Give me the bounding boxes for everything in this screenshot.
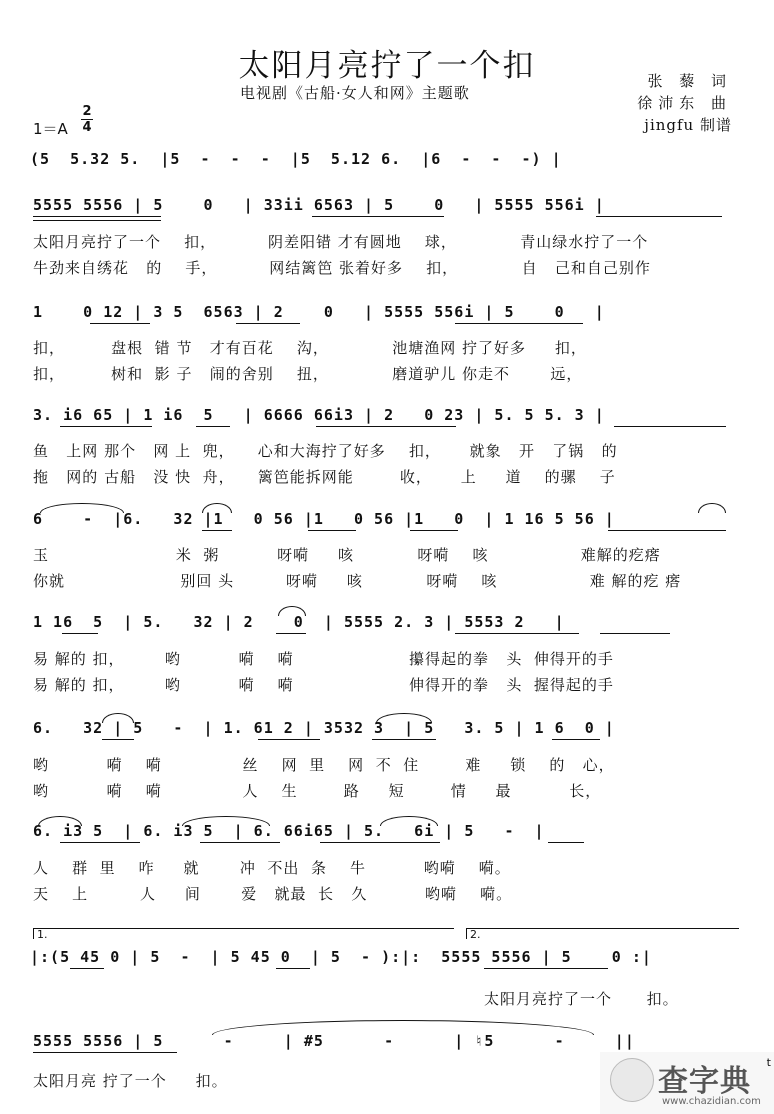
time-signature-top: 2 — [82, 104, 92, 119]
mascot-icon — [610, 1058, 654, 1102]
notes-row: 1 0 12 | 3 5 6563 | 2 0 | 5555 556i | 5 0 | — [33, 303, 605, 321]
notes-row: 3. i6 65 | 1 i6 5 | 6666 66i3 | 2 0 23 | 5. 5 5. 3 | — [33, 406, 605, 424]
time-signature-bottom: 4 — [82, 120, 92, 135]
lyricist-credit: 张 藜 词 — [647, 72, 732, 90]
lyric-line-1: 玉 米 粥 呀嗬 咳 呀嗬 咳 难解的疙瘩 — [33, 546, 661, 564]
lyric-line-1: 太阳月亮 拧了一个 扣。 — [33, 1072, 228, 1090]
lyric-line-2: 牛劲来自绣花 的 手， 网结篱笆 张着好多 扣， 自 己和自己别作 — [33, 259, 651, 277]
lyric-line-1: 哟 嗬 嗬 丝 网 里 网 不 住 难 锁 的 心， — [33, 756, 615, 774]
lyric-line-2: 你就 别回 头 呀嗬 咳 呀嗬 咳 难 解的疙 瘩 — [33, 572, 682, 590]
song-title: 太阳月亮拧了一个扣 — [238, 48, 536, 84]
notes-row: 6. 32 | 5 - | 1. 61 2 | 3532 3 | 5 3. 5 | 1 6 0 | — [33, 719, 615, 737]
notes-row: (5 5.32 5. |5 - - - |5 5.12 6. |6 - - -) | — [30, 150, 562, 168]
lyric-line-2: 扣， 树和 影 子 闹的舍别 扭， 磨道驴儿 你走不 远， — [33, 365, 583, 383]
notes-row: 6 - |6. 32 |1 0 56 |1 0 56 |1 0 | 1 16 5 56 | — [33, 510, 615, 528]
watermark-url: www.chazidian.com — [662, 1096, 761, 1107]
notes-row: 5555 5556 | 5 0 | 33ii 6563 | 5 0 | 5555 556i | — [33, 196, 605, 214]
watermark-logo — [600, 1052, 774, 1114]
lyric-line-1: 鱼 上网 那个 网 上 兜， 心和大海拧了好多 扣， 就象 开 了锅 的 — [33, 442, 618, 460]
lyric-line-2: 拖 网的 古船 没 快 舟， 篱笆能拆网能 收， 上 道 的骡 子 — [33, 468, 616, 486]
time-signature — [80, 104, 94, 135]
lyric-line-1: 易 解的 扣， 哟 嗬 嗬 攥得起的拳 头 伸得开的手 — [33, 650, 614, 668]
key-signature: 1＝A — [33, 120, 68, 138]
lyric-line-1: 太阳月亮拧了一个 扣。 — [484, 990, 679, 1008]
song-subtitle: 电视剧《古船·女人和网》主题歌 — [240, 84, 470, 102]
composer-credit: 徐沛东 曲 — [637, 94, 732, 112]
notes-row: 6. i3 5 | 6. i3 5 | 6. 66i65 | 5. 6i | 5 - | — [33, 822, 545, 840]
volta-1-label: 1. — [37, 928, 48, 941]
arranger-credit: jingfu 制谱 — [644, 116, 732, 134]
notes-row: 1 16 5 | 5. 32 | 2 0 | 5555 2. 3 | 5553 2 | — [33, 613, 565, 631]
volta-2-label: 2. — [470, 928, 481, 941]
lyric-line-1: 人 群 里 咋 就 冲 不出 条 牛 哟嗬 嗬。 — [33, 859, 511, 877]
lyric-line-1: 扣， 盘根 错 节 才有百花 沟， 池塘渔网 拧了好多 扣， — [33, 339, 587, 357]
lyric-line-2: 哟 嗬 嗬 人 生 路 短 情 最 长， — [33, 782, 602, 800]
notes-row: 5555 5556 | 5 - | #5 - | ♮5 - || — [33, 1032, 635, 1050]
lyric-line-2: 天 上 人 间 爱 就最 长 久 哟嗬 嗬。 — [33, 885, 513, 903]
watermark-name: 查字典 — [658, 1064, 751, 1099]
notes-row: |:(5 45 0 | 5 - | 5 45 0 | 5 - ):|: 5555 5556 | 5 0 :| — [30, 948, 652, 966]
lyric-line-2: 易 解的 扣， 哟 嗬 嗬 伸得开的拳 头 握得起的手 — [33, 676, 614, 694]
lyric-line-1: 太阳月亮拧了一个 扣， 阴差阳错 才有圆地 球， 青山绿水拧了一个 — [33, 233, 649, 251]
edge-text: t — [766, 1056, 771, 1069]
